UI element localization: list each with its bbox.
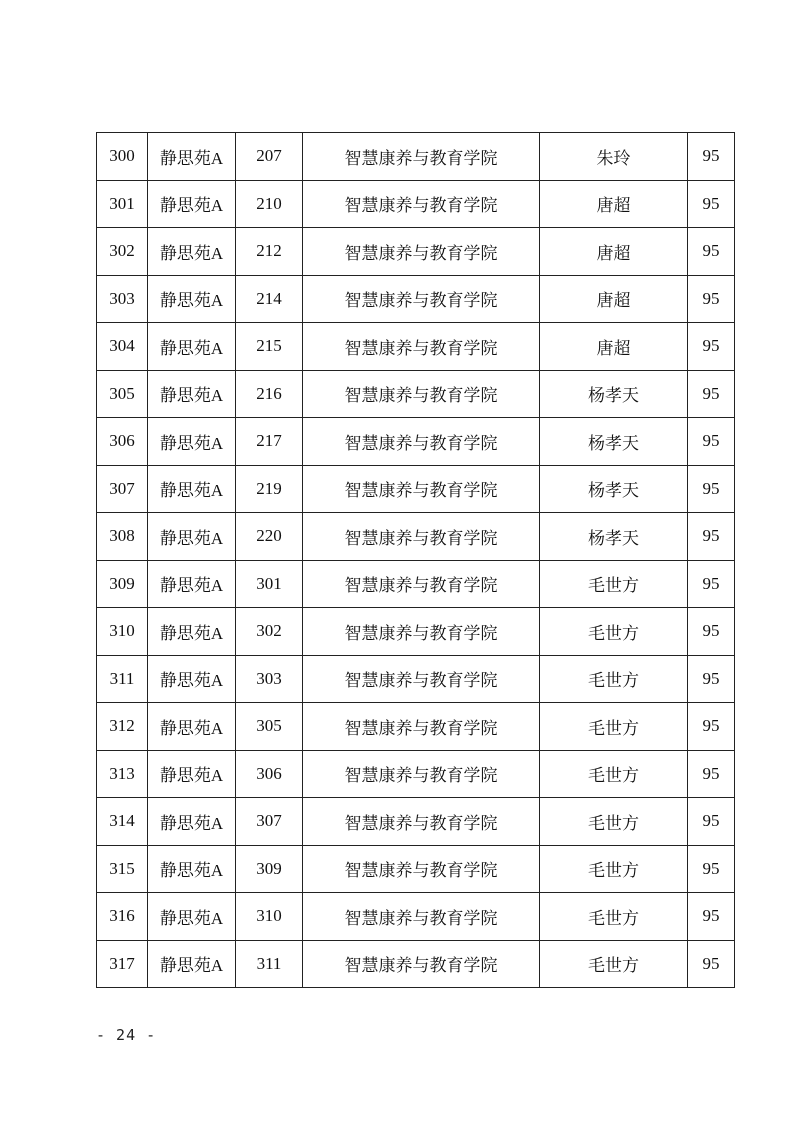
- row-number-cell: 317: [97, 940, 148, 988]
- room-number-cell: 214: [236, 275, 303, 323]
- inspector-cell: 毛世方: [540, 940, 688, 988]
- row-number-cell: 308: [97, 513, 148, 561]
- row-number-cell: 315: [97, 845, 148, 893]
- building-cell: 静思苑A: [148, 418, 236, 466]
- score-cell: 95: [688, 703, 735, 751]
- score-cell: 95: [688, 893, 735, 941]
- inspector-cell: 毛世方: [540, 655, 688, 703]
- table-row: [97, 513, 735, 561]
- score-cell: 95: [688, 560, 735, 608]
- row-number-cell: 301: [97, 180, 148, 228]
- row-number-cell: 306: [97, 418, 148, 466]
- room-number-cell: 301: [236, 560, 303, 608]
- score-cell: 95: [688, 845, 735, 893]
- college-cell: 智慧康养与教育学院: [303, 418, 540, 466]
- building-cell: 静思苑A: [148, 323, 236, 371]
- room-number-cell: 219: [236, 465, 303, 513]
- room-number-cell: 311: [236, 940, 303, 988]
- row-number-cell: 300: [97, 133, 148, 181]
- table-row: [97, 750, 735, 798]
- inspector-cell: 毛世方: [540, 560, 688, 608]
- table-row: [97, 893, 735, 941]
- inspector-cell: 唐超: [540, 228, 688, 276]
- row-number-cell: 316: [97, 893, 148, 941]
- score-cell: 95: [688, 798, 735, 846]
- building-cell: 静思苑A: [148, 655, 236, 703]
- score-cell: 95: [688, 180, 735, 228]
- building-cell: 静思苑A: [148, 560, 236, 608]
- college-cell: 智慧康养与教育学院: [303, 228, 540, 276]
- college-cell: 智慧康养与教育学院: [303, 513, 540, 561]
- table-row: [97, 275, 735, 323]
- inspector-cell: 杨孝天: [540, 418, 688, 466]
- inspector-cell: 杨孝天: [540, 370, 688, 418]
- room-number-cell: 215: [236, 323, 303, 371]
- table-row: [97, 940, 735, 988]
- score-cell: 95: [688, 940, 735, 988]
- building-cell: 静思苑A: [148, 513, 236, 561]
- score-cell: 95: [688, 228, 735, 276]
- table-row: [97, 655, 735, 703]
- row-number-cell: 310: [97, 608, 148, 656]
- inspector-cell: 毛世方: [540, 893, 688, 941]
- table-row: [97, 418, 735, 466]
- inspector-cell: 毛世方: [540, 703, 688, 751]
- building-cell: 静思苑A: [148, 940, 236, 988]
- score-cell: 95: [688, 750, 735, 798]
- table-row: [97, 133, 735, 181]
- inspector-cell: 毛世方: [540, 750, 688, 798]
- room-number-cell: 302: [236, 608, 303, 656]
- building-cell: 静思苑A: [148, 275, 236, 323]
- college-cell: 智慧康养与教育学院: [303, 893, 540, 941]
- room-number-cell: 207: [236, 133, 303, 181]
- table-row: [97, 845, 735, 893]
- room-number-cell: 212: [236, 228, 303, 276]
- building-cell: 静思苑A: [148, 608, 236, 656]
- row-number-cell: 305: [97, 370, 148, 418]
- room-number-cell: 220: [236, 513, 303, 561]
- score-cell: 95: [688, 608, 735, 656]
- table-row: [97, 228, 735, 276]
- inspector-cell: 朱玲: [540, 133, 688, 181]
- score-cell: 95: [688, 655, 735, 703]
- row-number-cell: 304: [97, 323, 148, 371]
- table-row: [97, 323, 735, 371]
- row-number-cell: 314: [97, 798, 148, 846]
- inspector-cell: 杨孝天: [540, 465, 688, 513]
- college-cell: 智慧康养与教育学院: [303, 798, 540, 846]
- college-cell: 智慧康养与教育学院: [303, 655, 540, 703]
- score-cell: 95: [688, 513, 735, 561]
- dormitory-score-table: [96, 132, 735, 988]
- score-cell: 95: [688, 323, 735, 371]
- page-number: - 24 -: [96, 1026, 157, 1044]
- row-number-cell: 309: [97, 560, 148, 608]
- row-number-cell: 302: [97, 228, 148, 276]
- score-cell: 95: [688, 418, 735, 466]
- college-cell: 智慧康养与教育学院: [303, 703, 540, 751]
- inspector-cell: 毛世方: [540, 798, 688, 846]
- inspector-cell: 唐超: [540, 180, 688, 228]
- building-cell: 静思苑A: [148, 370, 236, 418]
- room-number-cell: 307: [236, 798, 303, 846]
- college-cell: 智慧康养与教育学院: [303, 845, 540, 893]
- table-row: [97, 180, 735, 228]
- building-cell: 静思苑A: [148, 133, 236, 181]
- room-number-cell: 210: [236, 180, 303, 228]
- row-number-cell: 311: [97, 655, 148, 703]
- college-cell: 智慧康养与教育学院: [303, 465, 540, 513]
- inspector-cell: 毛世方: [540, 608, 688, 656]
- room-number-cell: 306: [236, 750, 303, 798]
- room-number-cell: 216: [236, 370, 303, 418]
- table-row: [97, 465, 735, 513]
- score-cell: 95: [688, 133, 735, 181]
- college-cell: 智慧康养与教育学院: [303, 370, 540, 418]
- college-cell: 智慧康养与教育学院: [303, 608, 540, 656]
- college-cell: 智慧康养与教育学院: [303, 323, 540, 371]
- college-cell: 智慧康养与教育学院: [303, 560, 540, 608]
- building-cell: 静思苑A: [148, 228, 236, 276]
- row-number-cell: 313: [97, 750, 148, 798]
- building-cell: 静思苑A: [148, 180, 236, 228]
- college-cell: 智慧康养与教育学院: [303, 133, 540, 181]
- college-cell: 智慧康养与教育学院: [303, 750, 540, 798]
- table-row: [97, 560, 735, 608]
- room-number-cell: 305: [236, 703, 303, 751]
- inspector-cell: 唐超: [540, 323, 688, 371]
- room-number-cell: 310: [236, 893, 303, 941]
- table-row: [97, 703, 735, 751]
- table-body: [97, 133, 735, 988]
- college-cell: 智慧康养与教育学院: [303, 275, 540, 323]
- building-cell: 静思苑A: [148, 845, 236, 893]
- table-row: [97, 370, 735, 418]
- building-cell: 静思苑A: [148, 798, 236, 846]
- score-cell: 95: [688, 465, 735, 513]
- room-number-cell: 217: [236, 418, 303, 466]
- row-number-cell: 303: [97, 275, 148, 323]
- table-row: [97, 608, 735, 656]
- inspector-cell: 杨孝天: [540, 513, 688, 561]
- room-number-cell: 303: [236, 655, 303, 703]
- college-cell: 智慧康养与教育学院: [303, 180, 540, 228]
- row-number-cell: 307: [97, 465, 148, 513]
- building-cell: 静思苑A: [148, 703, 236, 751]
- score-cell: 95: [688, 370, 735, 418]
- building-cell: 静思苑A: [148, 750, 236, 798]
- building-cell: 静思苑A: [148, 893, 236, 941]
- building-cell: 静思苑A: [148, 465, 236, 513]
- row-number-cell: 312: [97, 703, 148, 751]
- inspector-cell: 唐超: [540, 275, 688, 323]
- score-cell: 95: [688, 275, 735, 323]
- college-cell: 智慧康养与教育学院: [303, 940, 540, 988]
- table-row: [97, 798, 735, 846]
- room-number-cell: 309: [236, 845, 303, 893]
- inspector-cell: 毛世方: [540, 845, 688, 893]
